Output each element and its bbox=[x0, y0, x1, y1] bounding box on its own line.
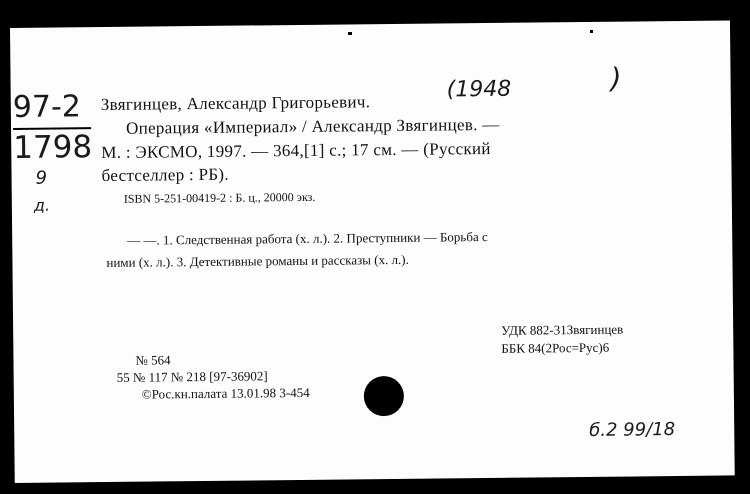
card-number: № 564 bbox=[135, 352, 171, 368]
series-line: бестселлер : РБ). bbox=[101, 164, 229, 186]
isbn-line: ISBN 5-251-00419-2 : Б. ц., 20000 экз. bbox=[123, 189, 316, 206]
scan-edge-noise bbox=[348, 32, 352, 35]
handwritten-corner-note: б.2 99/18 bbox=[589, 419, 676, 441]
handwritten-mark-2: д. bbox=[33, 195, 51, 215]
call-number-top: 97-2 bbox=[12, 89, 82, 125]
scan-edge-noise bbox=[80, 22, 83, 25]
imprint-line: М. : ЭКСМО, 1997. — 364,[1] с.; 17 см. — (Русский bbox=[101, 138, 491, 163]
handwritten-mark-1: 9 bbox=[35, 167, 48, 189]
udk-code: УДК 882-31Звягинцев bbox=[501, 321, 624, 338]
author-heading: Звягинцев, Александр Григорьевич. bbox=[100, 92, 371, 115]
subjects-line-1: — —. 1. Следственная работа (х. л.). 2. Преступники — Борьба с bbox=[127, 229, 488, 248]
handwritten-year-paren: ) bbox=[610, 61, 622, 95]
subjects-line-2: ними (х. л.). 3. Детективные романы и рассказы (х. л.). bbox=[106, 251, 409, 271]
chamber-line: ©Рос.кн.палата 13.01.98 3-454 bbox=[141, 384, 310, 402]
title-line: Операция «Империал» / Александр Звягинцев. — bbox=[125, 114, 500, 138]
registration-line: 55 № 117 № 218 [97-36902] bbox=[116, 368, 268, 385]
catalog-card bbox=[10, 20, 735, 483]
punch-hole bbox=[364, 376, 404, 416]
handwritten-year-note: (1948 bbox=[446, 76, 512, 103]
call-number-bottom: 1798 bbox=[13, 129, 93, 166]
scan-edge-noise bbox=[590, 30, 593, 33]
bbk-code: ББК 84(2Рос=Рус)6 bbox=[501, 339, 610, 356]
